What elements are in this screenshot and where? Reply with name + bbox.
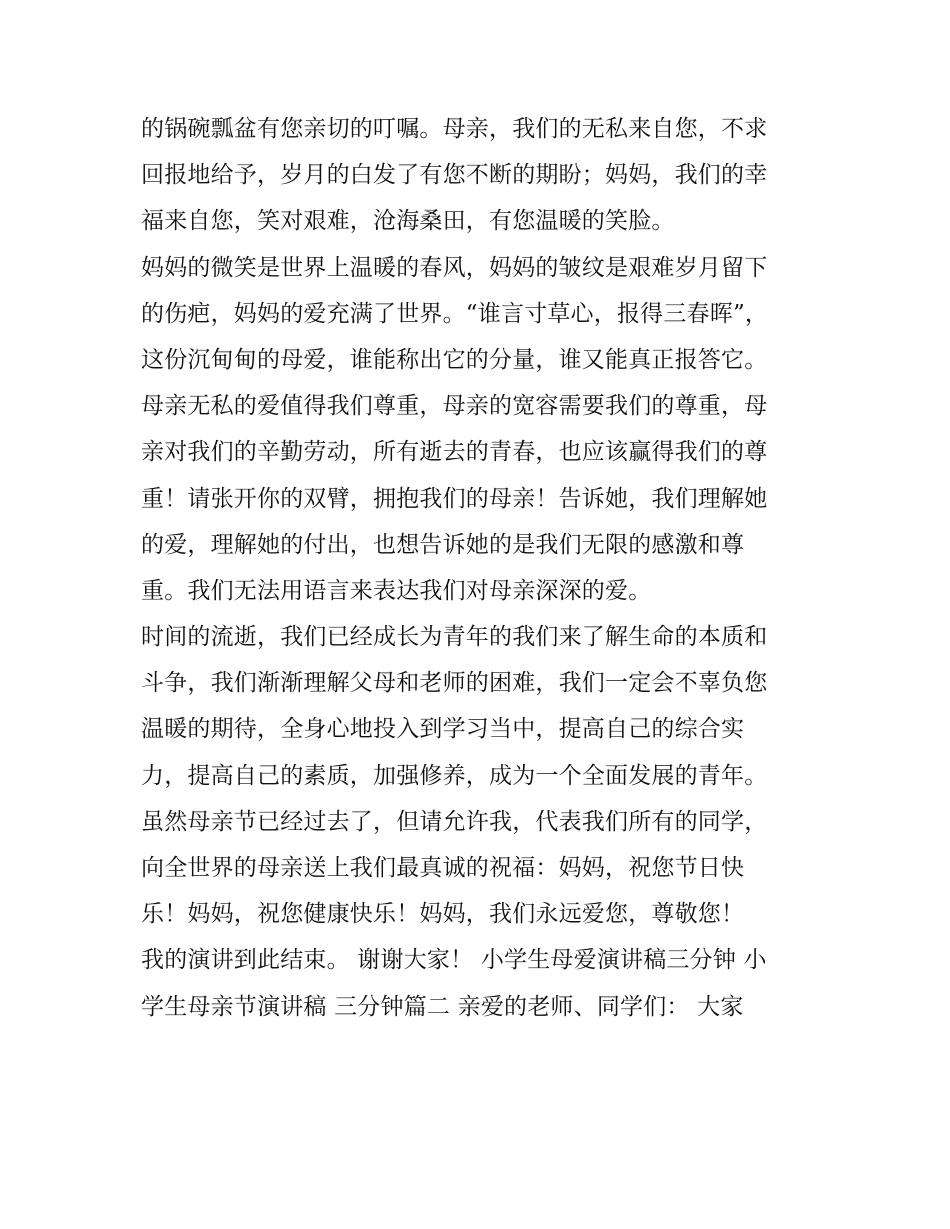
text-line: 的伤疤，妈妈的爱充满了世界。“谁言寸草心，报得三春晖”，	[141, 300, 769, 327]
text-line: 妈妈的微笑是世界上温暖的春风，妈妈的皱纹是艰难岁月留下	[141, 254, 768, 281]
text-line: 福来自您，笑对艰难，沧海桑田，有您温暖的笑脸。	[141, 208, 675, 235]
text-line: 重。我们无法用语言来表达我们对母亲深深的爱。	[141, 577, 652, 604]
text-line: 的锅碗瓢盆有您亲切的叮嘱。母亲，我们的无私来自您，不求	[141, 116, 768, 142]
text-line: 重！请张开你的双臂，拥抱我们的母亲！告诉她，我们理解她	[141, 485, 768, 512]
text-line: 亲对我们的辛勤劳动，所有逝去的青春，也应该赢得我们的尊	[141, 439, 768, 466]
text-line: 学生母亲节演讲稿 三分钟篇二 亲爱的老师、同学们： 大家	[141, 993, 744, 1020]
text-line: 斗争，我们渐渐理解父母和老师的困难，我们一定会不辜负您	[141, 670, 768, 697]
text-line: 向全世界的母亲送上我们最真诚的祝福：妈妈，祝您节日快	[141, 855, 745, 881]
text-line: 母亲无私的爱值得我们尊重，母亲的宽容需要我们的尊重，母	[141, 393, 768, 420]
text-line: 我的演讲到此结束。 谢谢大家！ 小学生母爱演讲稿三分钟 小	[141, 947, 767, 974]
text-line: 乐！妈妈，祝您健康快乐！妈妈，我们永远爱您，尊敬您！	[141, 901, 745, 928]
body-text	[141, 106, 821, 1030]
text-line: 的爱，理解她的付出，也想告诉她的是我们无限的感激和尊	[141, 531, 745, 558]
text-line: 时间的流逝，我们已经成长为青年的我们来了解生命的本质和	[141, 624, 768, 651]
text-line: 力，提高自己的素质，加强修养，成为一个全面发展的青年。	[141, 762, 768, 789]
text-line: 回报地给予，岁月的白发了有您不断的期盼；妈妈，我们的幸	[141, 162, 768, 189]
text-line: 虽然母亲节已经过去了，但请允许我，代表我们所有的同学，	[141, 808, 768, 835]
text-line: 温暖的期待，全身心地投入到学习当中，提高自己的综合实	[141, 716, 745, 743]
text-line: 这份沉甸甸的母爱，谁能称出它的分量，谁又能真正报答它。	[141, 346, 768, 373]
